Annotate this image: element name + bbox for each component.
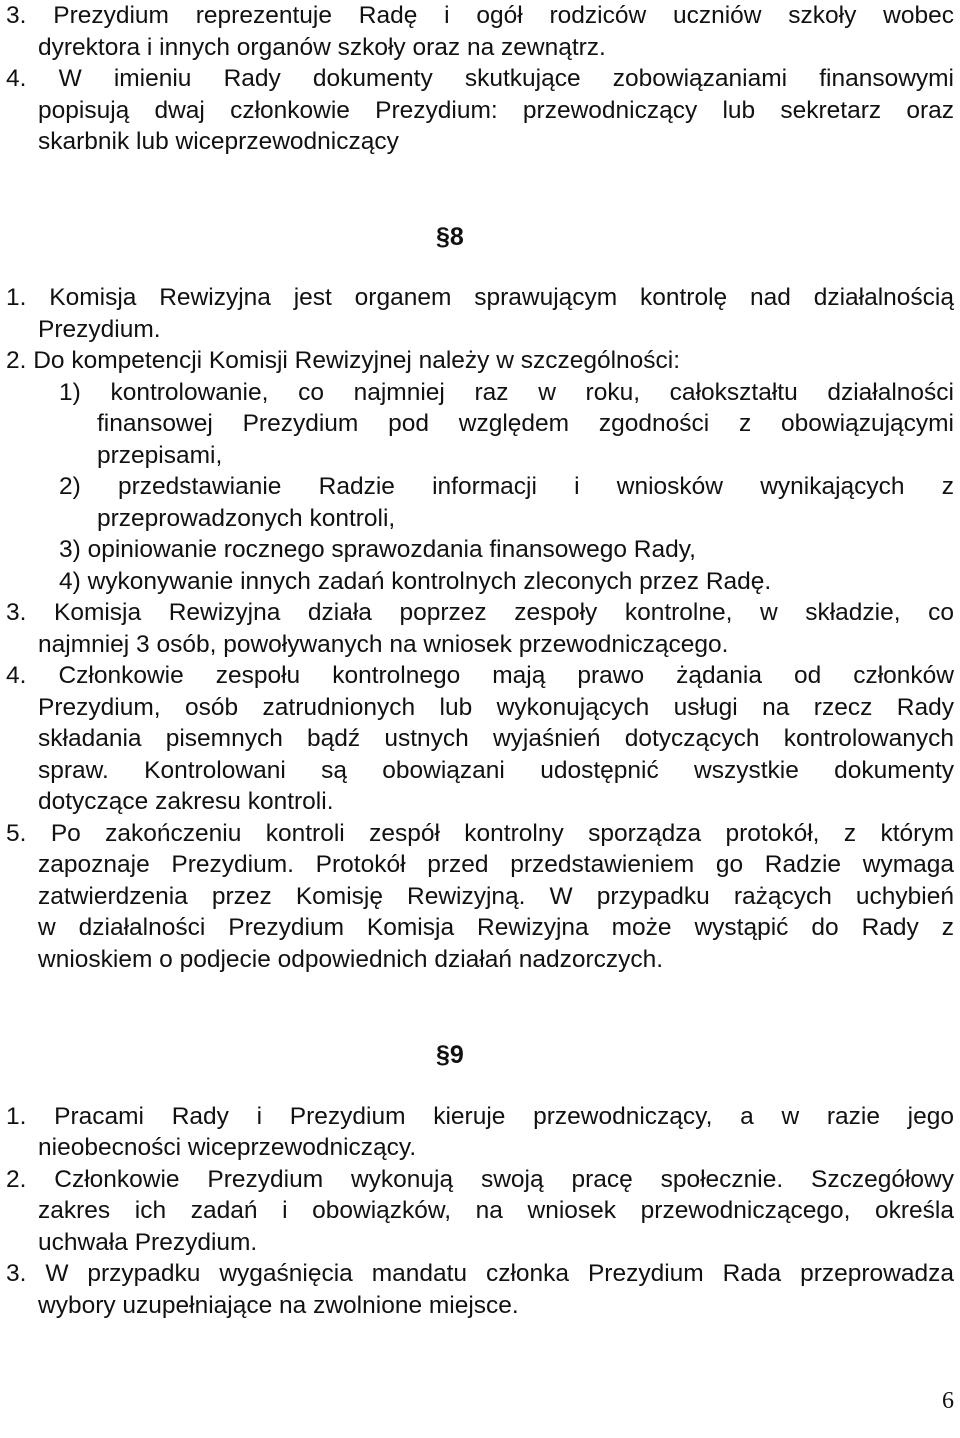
text-line: 1. Pracami Rady i Prezydium kieruje przewodniczący, a w razie jego [6, 1103, 954, 1130]
text-line: wnioskiem o podjecie odpowiednich działań nadzorczych. [38, 946, 664, 973]
text-line: zatwierdzenia przez Komisję Rewizyjną. W przypadku rażących uchybień [38, 883, 954, 910]
text-line: 4. Członkowie zespołu kontrolnego mają prawo żądania od członków [6, 662, 954, 689]
text-line: spraw. Kontrolowani są obowiązani udostępnić wszystkie dokumenty [38, 757, 954, 784]
text-line: 2. Członkowie Prezydium wykonują swoją pracę społecznie. Szczegółowy [6, 1166, 954, 1193]
text-line: zakres ich zadań i obowiązków, na wniosek przewodniczącego, określa [38, 1197, 954, 1224]
text-line: zapoznaje Prezydium. Protokół przed przedstawieniem go Radzie wymaga [38, 851, 954, 878]
text-line: 3. Prezydium reprezentuje Radę i ogół rodziców uczniów szkoły wobec [6, 2, 954, 29]
text-line: Prezydium, osób zatrudnionych lub wykonujących usługi na rzecz Rady [38, 694, 954, 721]
text-line: wybory uzupełniające na zwolnione miejsce. [38, 1292, 519, 1319]
text-line: 4. W imieniu Rady dokumenty skutkujące zobowiązaniami finansowymi [6, 65, 954, 92]
text-line: przepisami, [97, 442, 223, 469]
text-line: skarbnik lub wiceprzewodniczący [38, 128, 399, 155]
text-line: 3. Komisja Rewizyjna działa poprzez zespoły kontrolne, w składzie, co [6, 599, 954, 626]
text-line: składania pisemnych bądź ustnych wyjaśnień dotyczących kontrolowanych [38, 725, 954, 752]
text-line: w działalności Prezydium Komisja Rewizyjna może wystąpić do Rady z [38, 914, 954, 941]
section-heading-9: §9 [436, 1041, 464, 1069]
text-line: dotyczące zakresu kontroli. [38, 788, 334, 815]
text-line: dyrektora i innych organów szkoły oraz na zewnątrz. [38, 34, 606, 61]
text-line: 1. Komisja Rewizyjna jest organem sprawującym kontrolę nad działalnością [6, 284, 954, 311]
text-line: popisują dwaj członkowie Prezydium: przewodniczący lub sekretarz oraz [38, 97, 954, 124]
text-line: 4) wykonywanie innych zadań kontrolnych zleconych przez Radę. [59, 568, 772, 595]
text-line: 3) opiniowanie rocznego sprawozdania finansowego Rady, [59, 536, 696, 563]
text-line: 1) kontrolowanie, co najmniej raz w roku, całokształtu działalności [59, 379, 954, 406]
text-line: 5. Po zakończeniu kontroli zespół kontrolny sporządza protokół, z którym [6, 820, 954, 847]
text-line: najmniej 3 osób, powoływanych na wniosek przewodniczącego. [38, 631, 729, 658]
section-heading-8: §8 [436, 223, 464, 251]
text-line: Prezydium. [38, 316, 161, 343]
text-line: 2) przedstawianie Radzie informacji i wniosków wynikających z [59, 473, 954, 500]
text-line: nieobecności wiceprzewodniczący. [38, 1134, 417, 1161]
text-line: 3. W przypadku wygaśnięcia mandatu członka Prezydium Rada przeprowadza [6, 1260, 954, 1287]
text-line: finansowej Prezydium pod względem zgodności z obowiązującymi [97, 410, 954, 437]
page-number: 6 [942, 1388, 954, 1414]
text-line: uchwała Prezydium. [38, 1229, 258, 1256]
text-line: przeprowadzonych kontroli, [97, 505, 396, 532]
text-line: 2. Do kompetencji Komisji Rewizyjnej należy w szczególności: [6, 347, 681, 374]
